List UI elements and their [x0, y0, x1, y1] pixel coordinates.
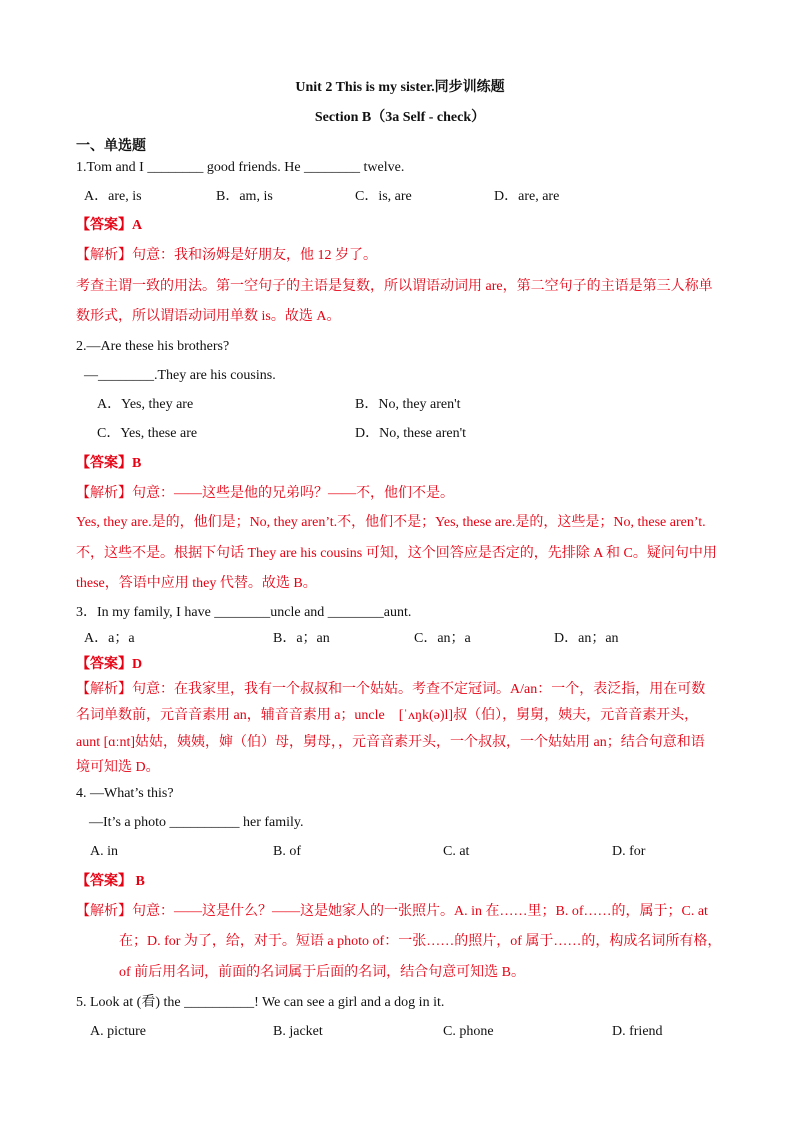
- q3-option-a: A．a；a: [84, 631, 135, 646]
- q2-analysis-line: 【解析】句意：——这些是他的兄弟吗？——不，他们不是。: [76, 486, 454, 501]
- q1-option-a: A．are, is: [84, 189, 142, 204]
- q5-option-b: B. jacket: [273, 1024, 323, 1039]
- document-title: Unit 2 This is my sister.同步训练题: [295, 80, 505, 95]
- q3-option-d: D．an；an: [554, 631, 619, 646]
- q5-option-a: A. picture: [90, 1024, 146, 1039]
- q3-analysis-line: aunt [ɑːnt]姑姑，姨姨，婶（伯）母，舅母，，元音音素开头，一个叔叔，一个姑姑用 an；结合句意和语: [76, 735, 705, 750]
- question-1-stem: 1.Tom and I ________ good friends. He ________ twelve.: [76, 160, 405, 175]
- q5-option-d: D. friend: [612, 1024, 663, 1039]
- q4-option-b: B. of: [273, 844, 301, 859]
- q4-analysis-line: 在；D. for 为了，给，对于。短语 a photo of：一张……的照片，of 属于……的，构成名词所有格，: [119, 934, 722, 949]
- q3-analysis-line: 【解析】句意：在我家里，我有一个叔叔和一个姑姑。考查不定冠词。A/an：一个，表泛指，用在可数: [76, 682, 706, 697]
- q1-analysis-line: 考查主谓一致的用法。第一空句子的主语是复数，所以谓语动词用 are，第二空句子的主语是第三人称单: [76, 279, 713, 294]
- q1-option-d: D．are, are: [494, 189, 560, 204]
- document-subtitle: Section B（3a Self - check）: [314, 110, 486, 125]
- q2-analysis-line: Yes, they are.是的，他们是；No, they aren’t.不，他们不是；Yes, these are.是的，这些是；No, these aren’t.: [76, 515, 706, 530]
- section-heading: 一、单选题: [76, 139, 146, 154]
- q5-option-c: C. phone: [443, 1024, 494, 1039]
- q4-analysis-line: of 前后用名词，前面的名词属于后面的名词，结合句意可知选 B。: [119, 965, 525, 980]
- q2-answer: 【答案】B: [76, 456, 142, 471]
- q4-option-c: C. at: [443, 844, 470, 859]
- q4-answer: 【答案】 B: [76, 874, 145, 889]
- question-2-stem: 2.—Are these his brothers?: [76, 339, 230, 354]
- q2-option-b: B．No, they aren't: [355, 397, 461, 412]
- q4-analysis-line: 【解析】句意：——这是什么？——这是她家人的一张照片。A. in 在……里；B. of……的，属于；C. at: [76, 904, 708, 919]
- q2-analysis-line: 不，这些不是。根据下句话 They are his cousins 可知，这个回答应是否定的，先排除 A 和 C。疑问句中用: [76, 546, 717, 561]
- q1-option-b: B．am, is: [216, 189, 273, 204]
- q2-analysis-line: these，答语中应用 they 代替。故选 B。: [76, 576, 317, 591]
- q2-option-d: D．No, these aren't: [355, 426, 466, 441]
- q3-option-c: C．an；a: [414, 631, 471, 646]
- q3-option-b: B．a；an: [273, 631, 330, 646]
- q3-answer: 【答案】D: [76, 657, 143, 672]
- question-4-stem: 4. —What’s this?: [76, 786, 174, 801]
- q1-option-c: C．is, are: [355, 189, 412, 204]
- question-5-stem: 5. Look at (看) the __________! We can see a girl and a dog in it.: [76, 995, 445, 1010]
- q1-analysis-line: 【解析】句意：我和汤姆是好朋友，他 12 岁了。: [76, 248, 377, 263]
- q4-option-d: D. for: [612, 844, 646, 859]
- q2-option-a: A．Yes, they are: [97, 397, 194, 412]
- question-4-stem-reply: —It’s a photo __________ her family.: [89, 815, 304, 830]
- q1-answer: 【答案】A: [76, 218, 143, 233]
- q4-option-a: A. in: [90, 844, 118, 859]
- q1-analysis-line: 数形式，所以谓语动词用单数 is。故选 A。: [76, 309, 341, 324]
- question-2-stem-reply: —________.They are his cousins.: [84, 368, 276, 383]
- q3-analysis-line: 境可知选 D。: [76, 760, 160, 775]
- q3-analysis-line: 名词单数前，元音音素用 an，辅音音素用 a；uncle [ˈʌŋk(ə)l]叔（伯），舅舅，姨夫，元音音素开头，: [76, 708, 699, 723]
- question-3-stem: 3．In my family, I have ________uncle and ________aunt.: [76, 605, 412, 620]
- q2-option-c: C．Yes, these are: [97, 426, 198, 441]
